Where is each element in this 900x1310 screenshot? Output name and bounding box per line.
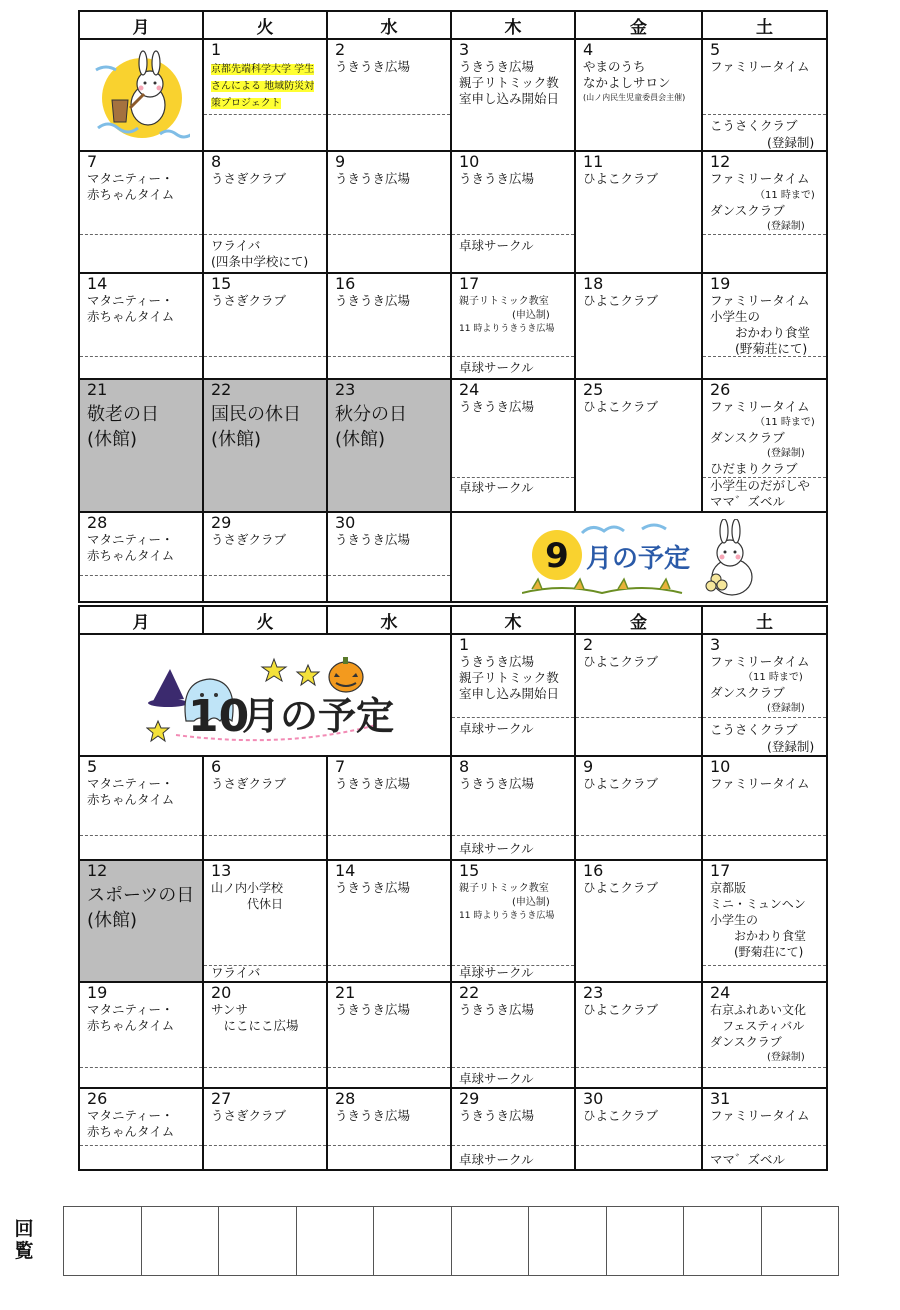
- day-cell: [79, 151, 203, 273]
- day-cell: [203, 273, 327, 379]
- event-text: うきうき広場: [335, 293, 411, 308]
- event-text: ファミリータイム: [710, 1108, 810, 1123]
- day-cell: [451, 39, 575, 151]
- stamp-box[interactable]: [761, 1207, 839, 1276]
- day-cell: [575, 273, 702, 379]
- event-text: マタニティー・ 赤ちゃんタイム: [87, 171, 175, 202]
- event-text: ワライバ (四条中学校にて): [211, 238, 309, 269]
- event-text: ファミリータイム: [710, 399, 810, 414]
- weekday-sat: 土: [702, 11, 827, 39]
- event-text: こうさくクラブ: [710, 722, 798, 737]
- day-number: 6: [211, 757, 222, 776]
- day-cell: [79, 273, 203, 379]
- event-text: ひよこクラブ: [583, 293, 659, 308]
- event-text: 山ノ内小学校 代休日: [211, 881, 284, 911]
- week-row: [79, 1088, 827, 1170]
- day-number: 24: [459, 380, 480, 399]
- day-cell: [327, 756, 451, 860]
- star-icon: [297, 665, 319, 685]
- event-text: うきうき広場 親子リトミック教室申し込み開始日: [459, 59, 560, 106]
- day-number: 26: [710, 380, 731, 399]
- day-cell: [203, 512, 327, 602]
- october-title-text: 月の予定: [242, 694, 395, 738]
- day-cell: [203, 39, 327, 151]
- day-number: 12: [87, 861, 108, 880]
- holiday-cell: [79, 860, 203, 982]
- day-number: 20: [211, 983, 232, 1002]
- event-text: 親子リトミック教室: [459, 296, 549, 307]
- event-text: 卓球サークル: [459, 841, 534, 856]
- event-text: 卓球サークル: [459, 721, 534, 736]
- holiday-text: 国民の休日 (休館): [211, 404, 301, 450]
- event-text: ひよこクラブ: [583, 776, 659, 791]
- day-number: 5: [87, 757, 98, 776]
- day-number: 22: [211, 380, 232, 399]
- weekday-wed: 水: [327, 606, 451, 634]
- event-text: うさぎクラブ: [211, 776, 287, 791]
- day-number: 3: [459, 40, 470, 59]
- event-text: 右京ふれあい文化 フェスティバル ダンスクラブ: [710, 1003, 807, 1049]
- holiday-text: 敬老の日 (休館): [87, 404, 159, 450]
- day-cell: [79, 1088, 203, 1170]
- event-text: うきうき広場: [335, 880, 411, 895]
- day-number: 15: [211, 274, 232, 293]
- event-text: うきうき広場: [459, 1108, 535, 1123]
- day-cell: [702, 860, 827, 982]
- day-number: 19: [87, 983, 108, 1002]
- event-text: うきうき広場: [335, 776, 411, 791]
- day-cell: [575, 39, 702, 151]
- event-text: うきうき広場: [335, 59, 411, 74]
- rabbit-moon-cell: [79, 39, 203, 151]
- day-cell: [203, 982, 327, 1088]
- day-number: 29: [211, 513, 232, 532]
- september-title-number: 9: [545, 536, 569, 576]
- event-text: ダンスクラブ: [710, 685, 785, 700]
- event-text: ファミリータイム: [710, 171, 810, 186]
- day-number: 1: [211, 40, 222, 59]
- event-text: 親子リトミック教室: [459, 883, 549, 894]
- event-text: 京都版 ミニ・ミュンヘン 小学生の おかわり食堂 (野菊荘にて): [710, 881, 807, 959]
- day-number: 23: [583, 983, 604, 1002]
- day-number: 8: [459, 757, 470, 776]
- day-number: 31: [710, 1089, 731, 1108]
- september-calendar: [78, 10, 828, 603]
- event-text: うきうき広場: [335, 1108, 411, 1123]
- day-number: 26: [87, 1089, 108, 1108]
- event-note: (山ノ内民生児童委員会主催): [583, 93, 686, 102]
- week-row: [79, 756, 827, 860]
- weekday-sat: 土: [702, 606, 827, 634]
- day-cell: [203, 860, 327, 982]
- day-number: 10: [710, 757, 731, 776]
- day-number: 16: [335, 274, 356, 293]
- day-number: 4: [583, 40, 594, 59]
- event-text: ワライバ: [211, 965, 261, 980]
- event-text: ひよこクラブ: [583, 399, 659, 414]
- event-text: ひだまりクラブ: [710, 461, 798, 476]
- stamp-box[interactable]: [606, 1207, 684, 1276]
- day-cell: [79, 982, 203, 1088]
- day-number: 9: [583, 757, 594, 776]
- event-text: マタニティー・ 赤ちゃんタイム: [87, 776, 175, 807]
- day-cell: [575, 982, 702, 1088]
- day-number: 7: [335, 757, 346, 776]
- event-text: うさぎクラブ: [211, 293, 287, 308]
- event-text: 卓球サークル: [459, 1152, 534, 1167]
- day-cell: [575, 1088, 702, 1170]
- day-number: 3: [710, 635, 721, 654]
- event-text: ファミリータイム 小学生の おかわり食堂 (野菊荘にて): [710, 293, 811, 356]
- day-number: 30: [335, 513, 356, 532]
- day-cell: [327, 982, 451, 1088]
- day-cell: [327, 512, 451, 602]
- event-note: （11 時まで): [755, 417, 815, 428]
- day-number: 18: [583, 274, 604, 293]
- october-title-cell: [79, 634, 451, 756]
- day-number: 15: [459, 861, 480, 880]
- event-text: ひよこクラブ: [583, 1108, 659, 1123]
- stamp-box[interactable]: [296, 1207, 374, 1276]
- holiday-text: 秋分の日 (休館): [335, 404, 407, 450]
- day-cell: [451, 379, 575, 512]
- weekday-mon: 月: [79, 11, 203, 39]
- event-text: うきうき広場: [459, 399, 535, 414]
- kairan-stamp-boxes: [63, 1206, 839, 1276]
- weekday-fri: 金: [575, 606, 702, 634]
- day-cell: [451, 273, 575, 379]
- holiday-text: スポーツの日 (休館): [87, 885, 195, 931]
- event-note: （11 時まで): [743, 672, 803, 683]
- day-cell: [79, 756, 203, 860]
- day-number: 14: [87, 274, 108, 293]
- day-number: 28: [87, 513, 108, 532]
- day-number: 21: [87, 380, 108, 399]
- event-text: マタニティー・ 赤ちゃんタイム: [87, 293, 175, 324]
- day-number: 23: [335, 380, 356, 399]
- day-number: 12: [710, 152, 731, 171]
- stamp-box[interactable]: [684, 1207, 762, 1276]
- day-cell: [327, 39, 451, 151]
- day-number: 5: [710, 40, 721, 59]
- day-cell: [203, 151, 327, 273]
- day-cell: [327, 860, 451, 982]
- day-number: 17: [459, 274, 480, 293]
- event-note: (登録制): [767, 1052, 805, 1063]
- event-text: マタニティー・ 赤ちゃんタイム: [87, 1108, 175, 1139]
- event-note: (登録制): [767, 703, 805, 714]
- event-note: (申込制): [512, 310, 550, 321]
- october-calendar: [78, 605, 828, 1171]
- event-text: うさぎクラブ: [211, 532, 287, 547]
- weekday-fri: 金: [575, 11, 702, 39]
- day-number: 21: [335, 983, 356, 1002]
- day-cell: [575, 634, 702, 756]
- kairan-label: 回覧: [14, 1218, 34, 1262]
- weekday-header: [79, 606, 827, 634]
- week-row: [79, 273, 827, 379]
- event-text: うきうき広場 親子リトミック教室申し込み開始日: [459, 654, 560, 701]
- weekday-wed: 水: [327, 11, 451, 39]
- day-number: 24: [710, 983, 731, 1002]
- day-number: 19: [710, 274, 731, 293]
- event-note: (登録制): [767, 221, 805, 232]
- day-number: 1: [459, 635, 470, 654]
- day-cell: [702, 379, 827, 512]
- holiday-cell: [203, 379, 327, 512]
- day-cell: [702, 982, 827, 1088]
- day-cell: [327, 273, 451, 379]
- day-cell: [575, 379, 702, 512]
- day-number: 11: [583, 152, 604, 171]
- event-text: ファミリータイム: [710, 654, 810, 669]
- week-row: [79, 860, 827, 982]
- day-cell: [451, 860, 575, 982]
- weekday-header: [79, 11, 827, 39]
- day-number: 2: [583, 635, 594, 654]
- week-row: [79, 379, 827, 512]
- day-cell: [702, 634, 827, 756]
- day-cell: [575, 860, 702, 982]
- stamp-box[interactable]: [219, 1207, 297, 1276]
- day-number: 2: [335, 40, 346, 59]
- day-cell: [702, 273, 827, 379]
- event-text: サンサ にこにこ広場: [211, 1002, 299, 1033]
- event-note: 11 時よりうきうき広場: [459, 911, 555, 921]
- event-text: ダンスクラブ: [710, 203, 785, 218]
- day-cell: [451, 634, 575, 756]
- event-text: うさぎクラブ: [211, 171, 287, 186]
- week-row: [79, 982, 827, 1088]
- event-text: やまのうち なかよしサロン: [583, 59, 671, 90]
- day-cell: [702, 39, 827, 151]
- day-number: 13: [211, 861, 232, 880]
- weekday-tue: 火: [203, 606, 327, 634]
- week-row: [79, 512, 827, 602]
- event-text: マタニティー・ 赤ちゃんタイム: [87, 532, 175, 563]
- event-text: うきうき広場: [459, 171, 535, 186]
- event-text: 卓球サークル: [459, 1071, 534, 1086]
- september-title-text: 月の予定: [586, 544, 691, 574]
- september-title-cell: [451, 512, 827, 602]
- day-number: 28: [335, 1089, 356, 1108]
- day-number: 27: [211, 1089, 232, 1108]
- day-cell: [327, 1088, 451, 1170]
- day-cell: [451, 1088, 575, 1170]
- day-cell: [702, 1088, 827, 1170]
- day-number: 8: [211, 152, 222, 171]
- event-note: (登録制): [767, 135, 815, 150]
- day-number: 16: [583, 861, 604, 880]
- event-note: (申込制): [512, 897, 550, 908]
- week-row: [79, 39, 827, 151]
- star-icon: [262, 659, 286, 681]
- stamp-box[interactable]: [451, 1207, 529, 1276]
- day-cell: [79, 512, 203, 602]
- day-cell: [203, 1088, 327, 1170]
- event-text: ママ゛ズベル: [710, 1152, 786, 1167]
- event-note: (登録制): [767, 448, 805, 459]
- event-text: 卓球サークル: [459, 965, 534, 980]
- week-row: [79, 151, 827, 273]
- weekday-tue: 火: [203, 11, 327, 39]
- day-cell: [451, 982, 575, 1088]
- day-cell: [702, 756, 827, 860]
- day-number: 14: [335, 861, 356, 880]
- stamp-box[interactable]: [374, 1207, 452, 1276]
- day-number: 29: [459, 1089, 480, 1108]
- event-note: 11 時よりうきうき広場: [459, 324, 555, 334]
- day-cell: [575, 151, 702, 273]
- event-note: (登録制): [767, 739, 815, 754]
- event-text: うきうき広場: [335, 171, 411, 186]
- event-text: ひよこクラブ: [583, 880, 659, 895]
- day-cell: [702, 151, 827, 273]
- event-text: うさぎクラブ: [211, 1108, 287, 1123]
- rabbit-moon-illustration: [94, 50, 190, 142]
- rabbit-dango-illustration: [702, 519, 760, 599]
- holiday-cell: [79, 379, 203, 512]
- stamp-box[interactable]: [141, 1207, 219, 1276]
- event-text: ひよこクラブ: [583, 171, 659, 186]
- stamp-box[interactable]: [529, 1207, 607, 1276]
- event-text: ダンスクラブ: [710, 430, 785, 445]
- day-cell: [327, 151, 451, 273]
- day-number: 25: [583, 380, 604, 399]
- event-text: マタニティー・ 赤ちゃんタイム: [87, 1002, 175, 1033]
- event-text: ファミリータイム: [710, 776, 810, 791]
- event-text: 卓球サークル: [459, 360, 534, 375]
- day-number: 17: [710, 861, 731, 880]
- event-text: 小学生のだがしや ママ゛ズベル: [710, 478, 811, 509]
- event-text: うきうき広場: [335, 1002, 411, 1017]
- day-number: 30: [583, 1089, 604, 1108]
- event-text: 卓球サークル: [459, 480, 534, 495]
- day-cell: [575, 756, 702, 860]
- day-cell: [451, 756, 575, 860]
- day-cell: [451, 151, 575, 273]
- weekday-thu: 木: [451, 606, 575, 634]
- october-title-graphic: [146, 651, 396, 743]
- day-number: 9: [335, 152, 346, 171]
- day-number: 7: [87, 152, 98, 171]
- event-text: ひよこクラブ: [583, 1002, 659, 1017]
- weekday-thu: 木: [451, 11, 575, 39]
- highlight-event: 京都先端科学大学 学生さんによる 地域防災対策プロジェクト: [211, 64, 315, 109]
- week-row: [79, 634, 827, 756]
- event-text: うきうき広場: [335, 532, 411, 547]
- october-title-number: 10: [188, 691, 250, 742]
- star-icon: [147, 721, 169, 741]
- day-number: 22: [459, 983, 480, 1002]
- event-text: ひよこクラブ: [583, 654, 659, 669]
- event-text: うきうき広場: [459, 776, 535, 791]
- weekday-mon: 月: [79, 606, 203, 634]
- event-note: （11 時まで): [755, 190, 815, 201]
- event-text: うきうき広場: [459, 1002, 535, 1017]
- day-cell: [203, 756, 327, 860]
- event-text: ファミリータイム: [710, 59, 810, 74]
- stamp-box[interactable]: [64, 1207, 142, 1276]
- day-number: 10: [459, 152, 480, 171]
- event-text: こうさくクラブ: [710, 118, 798, 133]
- event-text: 卓球サークル: [459, 238, 534, 253]
- holiday-cell: [327, 379, 451, 512]
